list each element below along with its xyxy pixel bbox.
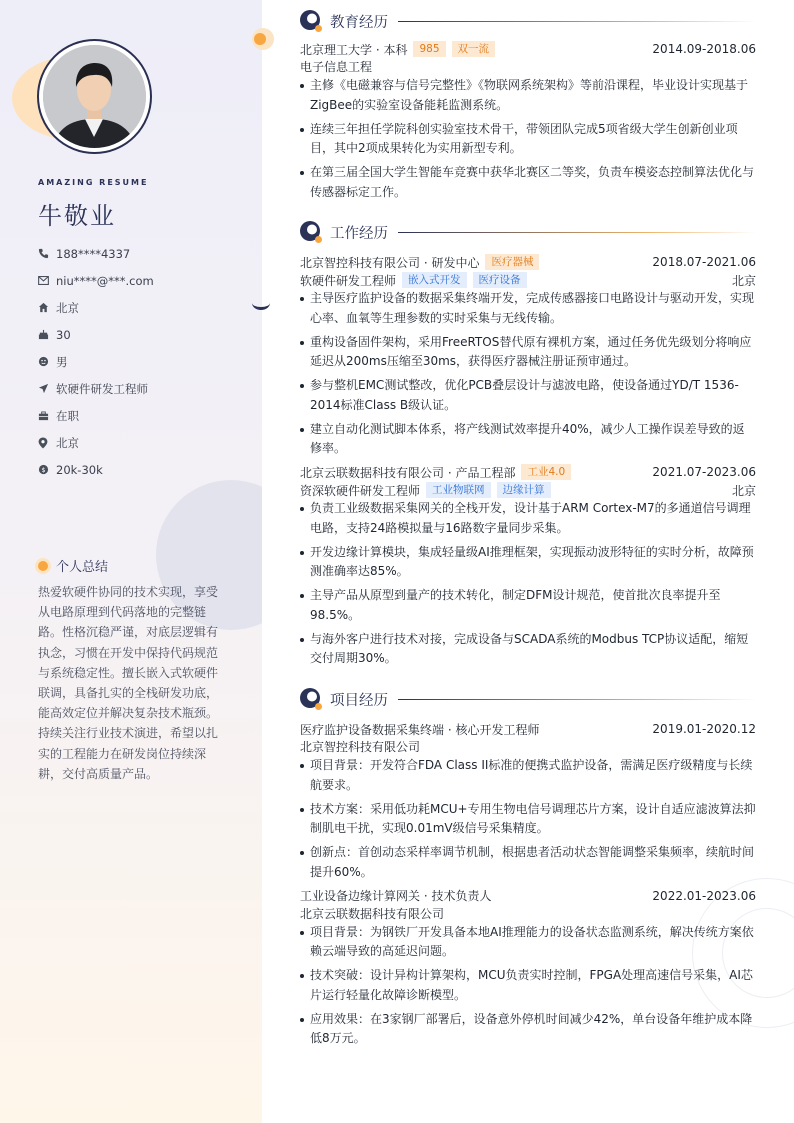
svg-text:$: $ xyxy=(41,465,46,474)
education-section xyxy=(300,10,756,207)
info-status xyxy=(38,402,154,429)
job-bullets xyxy=(300,499,756,669)
list-item: 在第三届全国大学生智能车竞赛中获华北赛区二等奖，负责车模姿态控制算法优化与传感器标定工作。 xyxy=(300,163,756,202)
job-date: 2018.07-2021.06 xyxy=(652,255,756,269)
project-name: 医疗监护设备数据采集终端 · 核心开发工程师 xyxy=(300,722,540,737)
location-pin-icon xyxy=(38,437,56,449)
info-age xyxy=(38,321,154,348)
mail-icon xyxy=(38,276,56,285)
info-city xyxy=(38,429,154,456)
project-entry xyxy=(300,887,756,1049)
list-item: 主导产品从原型到量产的技术转化，制定DFM设计规范，使首批次良率提升至98.5%。 xyxy=(300,586,756,625)
section-heading xyxy=(300,221,756,243)
summary-text: 热爱软硬件协同的技术实现，享受从电路原理到代码落地的完整链路。性格沉稳严谨，对底层逻辑有执念，习惯在开发中保持代码规范与系统稳定性。擅长嵌入式软硬件联调，具备扎实的全栈研发功底，能高效定位并解决复杂技术瓶颈。持续关注行业技术演进，希望以扎实的工程能力在研发岗位持续深耕，交付高质量产品。 xyxy=(38,585,219,781)
job-date: 2021.07-2023.06 xyxy=(652,465,756,479)
info-text: 30 xyxy=(56,327,71,342)
skill-tag: 嵌入式开发 xyxy=(402,272,467,288)
list-item: 创新点：首创动态采样率调节机制，根据患者活动状态智能调整采集频率，续航时间提升60%。 xyxy=(300,843,756,882)
list-item: 项目背景：开发符合FDA Class II标准的便携式监护设备，需满足医疗级精度与长续航要求。 xyxy=(300,756,756,795)
project-bullets xyxy=(300,756,756,882)
job-role-row xyxy=(300,271,756,289)
section-title: 工作经历 xyxy=(330,225,388,242)
sidebar xyxy=(0,0,262,1123)
education-bullets xyxy=(300,76,756,202)
info-home xyxy=(38,294,154,321)
section-badge-icon xyxy=(300,688,322,710)
project-entry xyxy=(300,720,756,882)
job-header-row xyxy=(300,463,756,481)
school-name: 北京理工大学 · 本科 xyxy=(300,42,408,57)
summary-title: 个人总结 xyxy=(56,560,109,575)
cake-icon xyxy=(38,329,56,340)
job-role: 资深软硬件研发工程师 xyxy=(300,483,421,498)
company-name: 北京智控科技有限公司 · 研发中心 xyxy=(300,255,480,270)
section-badge-icon xyxy=(300,221,322,243)
industry-tag: 医疗器械 xyxy=(485,254,539,270)
major: 电子信息工程 xyxy=(300,60,373,74)
list-item: 主修《电磁兼容与信号完整性》《物联网系统架构》等前沿课程，毕业设计实现基于ZigBee的实验室设备能耗监测系统。 xyxy=(300,76,756,115)
contact-info-list xyxy=(38,240,154,483)
list-item: 应用效果：在3家钢厂部署后，设备意外停机时间减少42%，单台设备年维护成本降低8万元。 xyxy=(300,1010,756,1049)
skill-tag: 工业物联网 xyxy=(426,482,491,498)
section-divider xyxy=(398,21,756,22)
job-bullets xyxy=(300,289,756,459)
project-date: 2022.01-2023.06 xyxy=(652,888,756,903)
info-phone xyxy=(38,240,154,267)
summary-heading xyxy=(38,556,108,575)
school-tag: 双一流 xyxy=(452,41,496,57)
info-position xyxy=(38,375,154,402)
avatar xyxy=(43,45,146,148)
list-item: 重构设备固件架构，采用FreeRTOS替代原有裸机方案，通过任务优先级划分将响应延迟从200ms压缩至30ms，获得医疗器械注册证预审通过。 xyxy=(300,333,756,372)
project-header-row xyxy=(300,887,756,905)
job-entry xyxy=(300,463,756,669)
list-item: 连续三年担任学院科创实验室技术骨干，带领团队完成5项省级大学生创新创业项目，其中2项成果转化为实用新型专利。 xyxy=(300,120,756,159)
company-name: 北京云联数据科技有限公司 · 产品工程部 xyxy=(300,465,516,480)
salary-icon xyxy=(38,464,56,475)
job-city: 北京 xyxy=(731,273,756,288)
section-title: 项目经历 xyxy=(330,692,388,709)
education-header-row xyxy=(300,40,756,58)
brand-label: AMAZING RESUME xyxy=(38,178,149,187)
projects-section xyxy=(300,688,756,1053)
section-badge-icon xyxy=(300,10,322,32)
list-item: 建立自动化测试脚本体系，将产线测试效率提升40%，减少人工操作误差导致的返修率。 xyxy=(300,420,756,459)
skill-tag: 医疗设备 xyxy=(473,272,527,288)
list-item: 与海外客户进行技术对接，完成设备与SCADA系统的Modbus TCP协议适配，缩短交付周期30%。 xyxy=(300,630,756,669)
send-icon xyxy=(38,383,56,394)
project-header-row xyxy=(300,720,756,738)
info-text: 男 xyxy=(56,354,68,369)
decorative-dot xyxy=(252,28,274,50)
list-item: 负责工业级数据采集网关的全栈开发，设计基于ARM Cortex-M7的多通道信号调理电路，支持24路模拟量与16路数字量同步采集。 xyxy=(300,499,756,538)
home-icon xyxy=(38,302,56,313)
info-text: 北京 xyxy=(56,300,79,315)
list-item: 技术方案：采用低功耗MCU+专用生物电信号调理芯片方案，设计自适应滤波算法抑制肌电干扰，实现0.01mV级信号采集精度。 xyxy=(300,800,756,839)
section-heading xyxy=(300,10,756,32)
list-item: 项目背景：为钢铁厂开发具备本地AI推理能力的设备状态监测系统，解决传统方案依赖云端导致的高延迟问题。 xyxy=(300,923,756,962)
job-city: 北京 xyxy=(731,483,756,498)
section-divider xyxy=(398,699,756,700)
skill-tag: 边缘计算 xyxy=(497,482,551,498)
school-tag: 985 xyxy=(413,41,445,57)
avatar-frame xyxy=(37,39,152,154)
project-name: 工业设备边缘计算网关 · 技术负责人 xyxy=(300,889,492,903)
job-role-row xyxy=(300,481,756,499)
info-gender xyxy=(38,348,154,375)
list-item: 参与整机EMC测试整改，优化PCB叠层设计与滤波电路，使设备通过YD/T 1536-2014标准Class B级认证。 xyxy=(300,376,756,415)
summary-dot-icon xyxy=(38,561,48,571)
work-section xyxy=(300,221,756,673)
info-text: niu****@***.com xyxy=(56,273,154,288)
list-item: 开发边缘计算模块，集成轻量级AI推理框架，实现振动波形特征的实时分析，故障预测准确率达85%。 xyxy=(300,543,756,582)
info-text: 北京 xyxy=(56,435,79,450)
briefcase-icon xyxy=(38,411,56,421)
job-entry xyxy=(300,253,756,459)
list-item: 技术突破：设计异构计算架构，MCU负责实时控制，FPGA处理高速信号采集，AI芯片运行轻量化故障诊断模型。 xyxy=(300,966,756,1005)
project-bullets xyxy=(300,923,756,1049)
info-text: 20k-30k xyxy=(56,462,103,477)
info-salary xyxy=(38,456,154,483)
candidate-name: 牛敬业 xyxy=(38,202,116,230)
info-email xyxy=(38,267,154,294)
gender-icon xyxy=(38,356,56,367)
info-text: 在职 xyxy=(56,408,79,423)
section-divider xyxy=(398,232,756,233)
education-date: 2014.09-2018.06 xyxy=(652,42,756,56)
industry-tag: 工业4.0 xyxy=(521,464,571,480)
project-date: 2019.01-2020.12 xyxy=(652,722,756,736)
job-header-row xyxy=(300,253,756,271)
section-heading xyxy=(300,688,756,710)
section-title: 教育经历 xyxy=(330,14,388,31)
job-role: 软硬件研发工程师 xyxy=(300,273,397,288)
info-text: 188****4337 xyxy=(56,246,131,261)
project-company: 北京智控科技有限公司 xyxy=(300,740,421,754)
decorative-arc xyxy=(252,296,270,310)
list-item: 主导医疗监护设备的数据采集终端开发，完成传感器接口电路设计与驱动开发，实现心率、血氧等生理参数的实时采集与无线传输。 xyxy=(300,289,756,328)
info-text: 软硬件研发工程师 xyxy=(56,381,148,396)
phone-icon xyxy=(38,248,56,259)
project-company: 北京云联数据科技有限公司 xyxy=(300,906,445,921)
